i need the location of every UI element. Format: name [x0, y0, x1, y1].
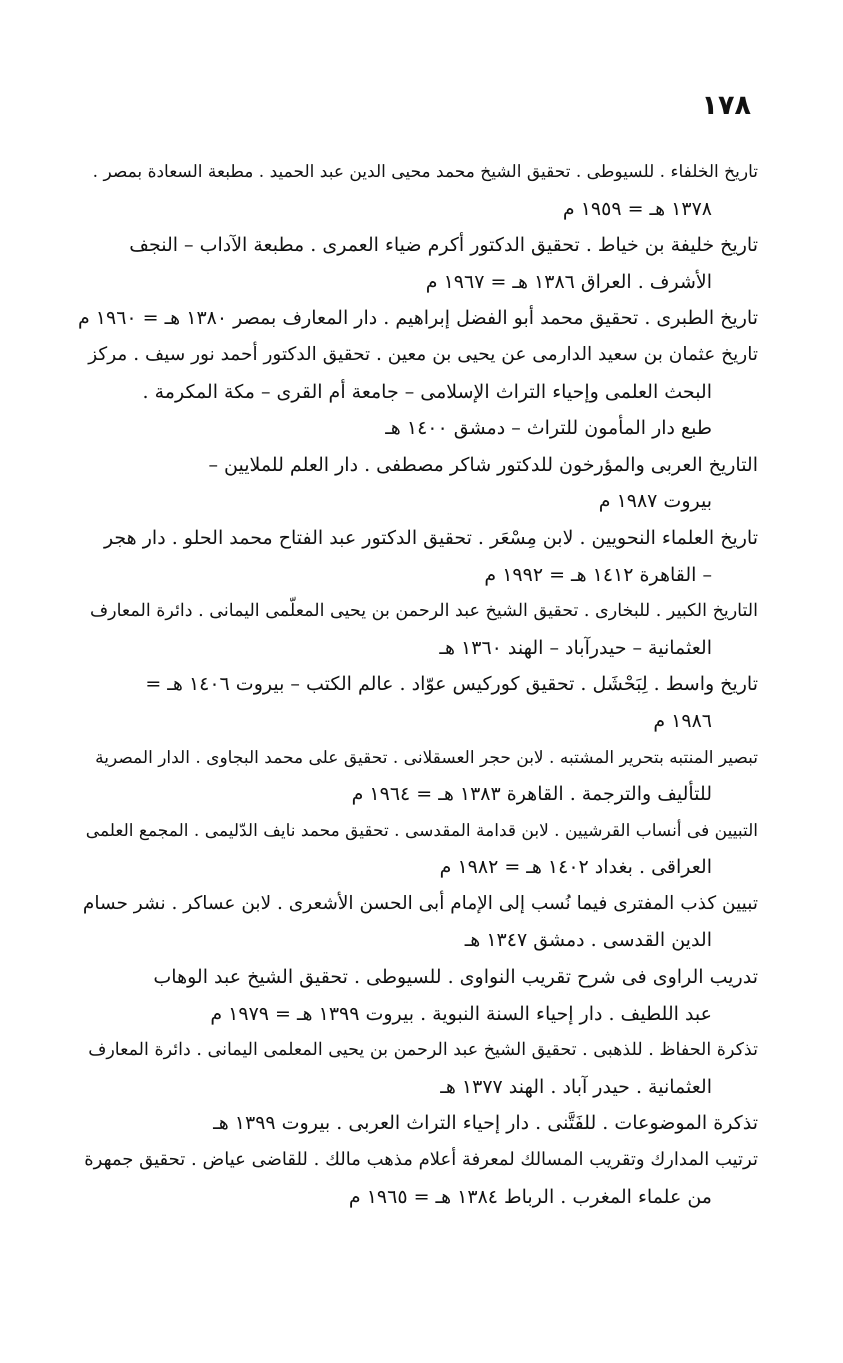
- bibliography-entry: [78, 1032, 758, 1105]
- entry-line: من علماء المغرب . الرباط ١٣٨٤ هـ = ١٩٦٥ م: [348, 1185, 712, 1208]
- entry-line: ١٩٨٦ م: [653, 709, 712, 732]
- entry-line: تدريب الراوى فى شرح تقريب النواوى . للسيوطى . تحقيق الشيخ عبد الوهاب: [153, 966, 758, 989]
- bibliography-entry: [78, 666, 758, 739]
- bibliography-entry: [78, 154, 758, 227]
- entry-line: الدين القدسى . دمشق ١٣٤٧ هـ: [464, 929, 712, 952]
- bibliography-list: [78, 154, 758, 1215]
- entry-line: تاريخ عثمان بن سعيد الدارمى عن يحيى بن معين . تحقيق الدكتور أحمد نور سيف . مركز: [88, 343, 758, 365]
- entry-line: تذكرة الموضوعات . للفَتَّنى . دار إحياء التراث العربى . بيروت ١٣٩٩ هـ: [213, 1112, 758, 1135]
- entry-line: التاريخ الكبير . للبخارى . تحقيق الشيخ عبد الرحمن بن يحيى المعلّمى اليمانى . دائرة المعارف: [90, 601, 758, 622]
- bibliography-entry: [78, 740, 758, 813]
- entry-line: الأشرف . العراق ١٣٨٦ هـ = ١٩٦٧ م: [425, 270, 712, 293]
- bibliography-entry: [78, 227, 758, 300]
- entry-line: تاريخ خليفة بن خياط . تحقيق الدكتور أكرم ضياء العمرى . مطبعة الآداب – النجف: [129, 234, 758, 257]
- bibliography-entry: [78, 520, 758, 593]
- entry-line: التاريخ العربى والمؤرخون للدكتور شاكر مصطفى . دار العلم للملايين –: [208, 453, 758, 476]
- bibliography-entry: [78, 447, 758, 520]
- entry-line: العثمانية . حيدر آباد . الهند ١٣٧٧ هـ: [440, 1075, 712, 1098]
- entry-line: العراقى . بغداد ١٤٠٢ هـ = ١٩٨٢ م: [439, 856, 712, 879]
- entry-line: ١٣٧٨ هـ = ١٩٥٩ م: [562, 197, 712, 220]
- entry-line: ترتيب المدارك وتقريب المسالك لمعرفة أعلام مذهب مالك . للقاضى عياض . تحقيق جمهرة: [84, 1149, 758, 1171]
- entry-line: عبد اللطيف . دار إحياء السنة النبوية . بيروت ١٣٩٩ هـ = ١٩٧٩ م: [210, 1002, 712, 1025]
- page-number: ١٧٨: [701, 90, 751, 121]
- entry-line: تاريخ واسط . لِبَحْشَل . تحقيق كوركيس عوّاد . عالم الكتب – بيروت ١٤٠٦ هـ =: [145, 673, 758, 696]
- bibliography-entry: [78, 1105, 758, 1142]
- entry-line: – القاهرة ١٤١٢ هـ = ١٩٩٢ م: [484, 563, 712, 586]
- bibliography-entry: [78, 300, 758, 337]
- entry-line: طبع دار المأمون للتراث – دمشق ١٤٠٠ هـ: [385, 417, 712, 440]
- bibliography-entry: [78, 337, 758, 447]
- entry-line: للتأليف والترجمة . القاهرة ١٣٨٣ هـ = ١٩٦٤ م: [351, 783, 712, 806]
- entry-line: تاريخ الخلفاء . للسيوطى . تحقيق الشيخ محمد محيى الدين عبد الحميد . مطبعة السعادة بمصر .: [92, 162, 758, 182]
- entry-line: تاريخ الطبرى . تحقيق محمد أبو الفضل إبراهيم . دار المعارف بمصر ١٣٨٠ هـ = ١٩٦٠ م: [77, 307, 758, 330]
- entry-line: تبيين كذب المفترى فيما نُسب إلى الإمام أبى الحسن الأشعرى . لابن عساكر . نشر حسام: [82, 892, 758, 914]
- entry-line: البحث العلمى وإحياء التراث الإسلامى – جامعة أم القرى – مكة المكرمة .: [142, 380, 712, 403]
- bibliography-entry: [78, 886, 758, 959]
- entry-line: التبيين فى أنساب القرشيين . لابن قدامة المقدسى . تحقيق محمد نايف الدّليمى . المجمع العلمى: [85, 820, 758, 841]
- entry-line: تاريخ العلماء النحويين . لابن مِسْعَر . تحقيق الدكتور عبد الفتاح محمد الحلو . دار هجر: [103, 526, 758, 549]
- bibliography-entry: [78, 813, 758, 886]
- bibliography-entry: [78, 593, 758, 666]
- entry-line: العثمانية – حيدرآباد – الهند ١٣٦٠ هـ: [439, 636, 712, 659]
- bibliography-entry: [78, 1142, 758, 1215]
- entry-line: تبصير المنتبه بتحرير المشتبه . لابن حجر العسقلانى . تحقيق على محمد البجاوى . الدار المصرية: [95, 747, 758, 768]
- entry-line: بيروت ١٩٨٧ م: [598, 490, 712, 513]
- bibliography-entry: [78, 959, 758, 1032]
- entry-line: تذكرة الحفاظ . للذهبى . تحقيق الشيخ عبد الرحمن بن يحيى المعلمى اليمانى . دائرة المعارف: [88, 1040, 758, 1061]
